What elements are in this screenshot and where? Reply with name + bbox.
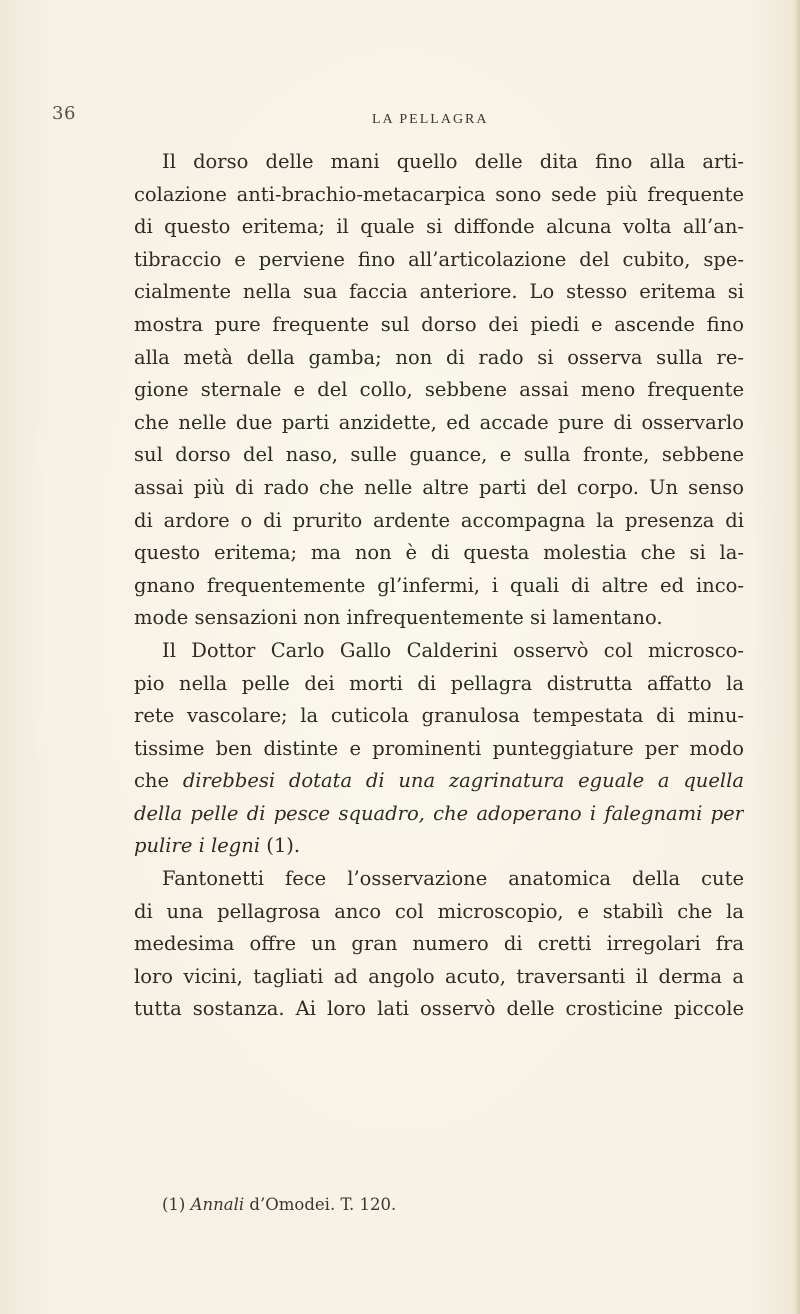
text-line: cialmente nella sua faccia anteriore. Lo stesso eritema si — [134, 280, 744, 304]
text-line: che nelle due parti anzidette, ed accade pure di osservarlo — [134, 410, 744, 434]
text-line: Il Dottor Carlo Gallo Calderini osservò col microsco- — [162, 638, 744, 662]
roman-text: che — [134, 769, 183, 793]
page-edge-shadow — [794, 0, 800, 1314]
footnote-marker: (1) — [162, 1195, 191, 1214]
text-line: gnano frequentemente gl’infermi, i quali di altre ed inco- — [134, 573, 744, 597]
footnote — [162, 1195, 396, 1214]
text-line: assai più di rado che nelle altre parti del corpo. Un senso — [134, 475, 744, 499]
footnote-title: Annali — [190, 1195, 245, 1214]
text-line: tissime ben distinte e prominenti punteggiature per modo — [134, 736, 744, 760]
text-line: pio nella pelle dei morti di pellagra distrutta affatto la — [134, 671, 744, 695]
footnote-reference: (1). — [260, 834, 301, 858]
text-line: gione sternale e del collo, sebbene assai meno frequente — [134, 378, 744, 402]
text-line: Fantonetti fece l’osservazione anatomica della cute — [162, 867, 744, 891]
italic-quote-line: della pelle di pesce squadro, che adoperano i falegnami per — [134, 801, 744, 825]
text-line: mostra pure frequente sul dorso dei piedi e ascende fino — [134, 312, 744, 336]
text-line: tutta sostanza. Ai loro lati osservò delle crosticine piccole — [134, 997, 744, 1021]
text-line: colazione anti-brachio-metacarpica sono sede più frequente — [134, 182, 744, 206]
text-line: di questo eritema; il quale si diffonde alcuna volta all’an- — [134, 215, 744, 239]
footnote-citation: d’Omodei. T. 120. — [244, 1195, 397, 1214]
text-line-mixed — [134, 765, 744, 798]
text-line: sul dorso del naso, sulle guance, e sulla fronte, sebbene — [134, 443, 744, 467]
text-line: loro vicini, tagliati ad angolo acuto, traversanti il derma a — [134, 964, 744, 988]
text-line: tibraccio e perviene fino all’articolazione del cubito, spe- — [134, 247, 744, 271]
text-line: Il dorso delle mani quello delle dita fino alla arti- — [162, 150, 744, 173]
body-text — [134, 146, 744, 1026]
text-line: di ardore o di prurito ardente accompagna la presenza di — [134, 508, 744, 532]
text-line: alla metà della gamba; non di rado si osserva sulla re- — [134, 345, 744, 369]
italic-quote: pulire i legni — [134, 834, 261, 858]
running-head: LA PELLAGRA — [372, 112, 489, 127]
italic-quote: direbbesi dotata di una zagrinatura eguale a quella — [182, 769, 744, 793]
text-line: medesima offre un gran numero di cretti irregolari fra — [134, 932, 744, 956]
text-line: rete vascolare; la cuticola granulosa tempestata di minu- — [134, 704, 744, 728]
text-line: mode sensazioni non infrequentemente si lamentano. — [134, 606, 663, 630]
text-line-mixed — [134, 830, 744, 863]
text-line: questo eritema; ma non è di questa molestia che si la- — [134, 541, 744, 565]
text-line: di una pellagrosa anco col microscopio, e stabilì che la — [134, 899, 744, 923]
page-number: 36 — [52, 103, 76, 124]
